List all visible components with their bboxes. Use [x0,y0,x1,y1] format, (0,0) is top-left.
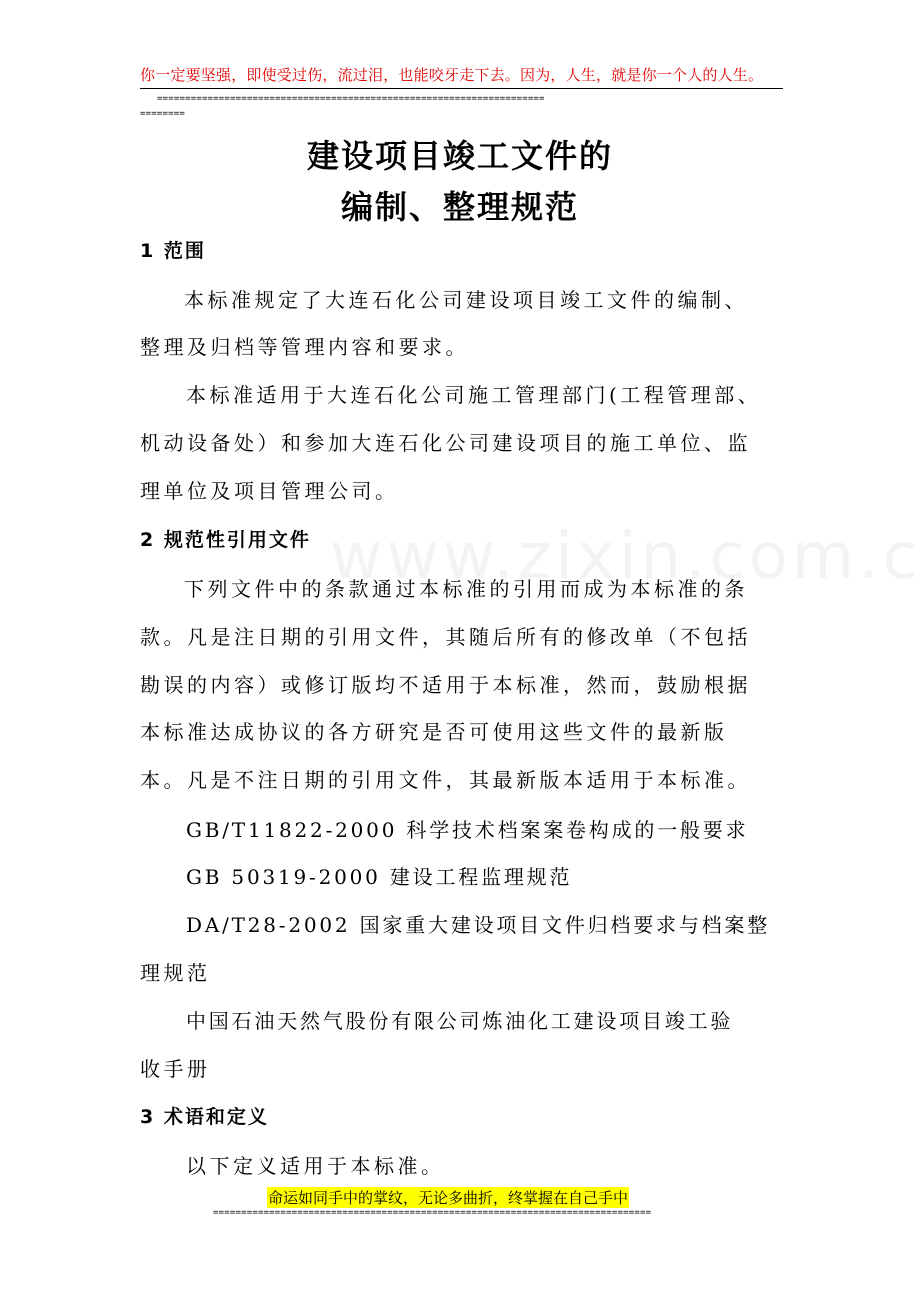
reference-item-continuation: 理规范 [140,961,211,985]
paragraph-line: 本标准达成协议的各方研究是否可使用这些文件的最新版 [140,720,728,744]
header-motto: 你一定要坚强，即使受过伤，流过泪，也能咬牙走下去。因为，人生，就是你一个人的人生。 [140,66,764,84]
reference-item: GB 50319-2000 建设工程监理规范 [186,865,573,889]
reference-item: GB/T11822-2000 科学技术档案案卷构成的一般要求 [186,818,749,842]
section-heading-normative-references: 2 规范性引用文件 [140,529,311,551]
section-heading-terms-definitions: 3 术语和定义 [140,1106,269,1128]
reference-item-continuation: 收手册 [140,1057,211,1081]
section-heading-scope: 1 范围 [140,240,206,262]
paragraph-line: 理单位及项目管理公司。 [140,479,399,503]
reference-item: DA/T28-2002 国家重大建设项目文件归档要求与档案整 [186,913,771,937]
document-title-line2: 编制、整理规范 [340,188,579,226]
document-title-line1: 建设项目竣工文件的 [306,137,613,175]
paragraph-line: 整理及归档等管理内容和要求。 [140,335,469,359]
header-equals-line-2: ======== [140,109,185,119]
footer-equals-line: ============================================================================== [213,1208,652,1218]
paragraph-line: 本标准适用于大连石化公司施工管理部门(工程管理部、 [186,383,762,407]
reference-item: 中国石油天然气股份有限公司炼油化工建设项目竣工验 [186,1009,734,1033]
header-equals-line: ===================================================================== [157,94,545,104]
header-divider [140,88,783,89]
paragraph-line: 勘误的内容）或修订版均不适用于本标准，然而，鼓励根据 [140,673,751,697]
paragraph-line: 机动设备处）和参加大连石化公司建设项目的施工单位、监 [140,431,751,455]
paragraph-line: 本。凡是不注日期的引用文件，其最新版本适用于本标准。 [140,768,751,792]
paragraph-line: 下列文件中的条款通过本标准的引用而成为本标准的条 [184,577,748,601]
paragraph-line: 以下定义适用于本标准。 [186,1154,445,1178]
footer-motto: 命运如同手中的掌纹，无论多曲折，终掌握在自己手中 [268,1189,629,1207]
paragraph-line: 本标准规定了大连石化公司建设项目竣工文件的编制、 [184,288,748,312]
paragraph-line: 款。凡是注日期的引用文件，其随后所有的修改单（不包括 [140,625,751,649]
